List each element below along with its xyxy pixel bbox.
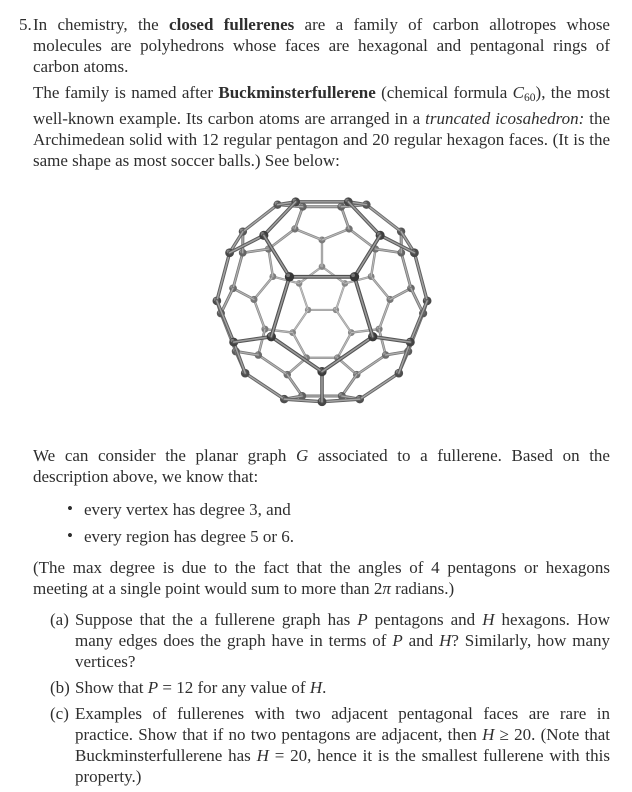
problem-item (19, 14, 610, 792)
subquestion-c-label: (c) (50, 703, 75, 787)
problem-number: 5. (19, 14, 33, 792)
paragraph-max-degree-note: (The max degree is due to the fact that the angles of 4 pentagons or hexagons meeting at a single point would sum to more than 2π radians.) (33, 557, 610, 599)
paragraph-naming: The family is named after Buckminsterfullerene (chemical formula C60), the most well-known example. Its carbon atoms are arranged in a truncated icosahedron: the Archimedean solid with 12 regular pentagon and 20 regular hexagon faces. (It is the same shape as most soccer balls.) See below: (33, 82, 610, 171)
subquestion-list (33, 609, 610, 787)
subquestion-a-label: (a) (50, 609, 75, 672)
paragraph-graph-intro: We can consider the planar graph G associated to a fullerene. Based on the description above, we know that: (33, 445, 610, 487)
property-list (33, 499, 610, 547)
subquestion-b (50, 677, 610, 698)
subquestion-a-text: Suppose that the a fullerene graph has P pentagons and H hexagons. How many edges does the graph have in terms of P and H? Similarly, how many vertices? (75, 609, 610, 672)
c60-figure-svg (202, 191, 442, 409)
property-item-region-degree: • every region has degree 5 or 6. (67, 526, 610, 547)
subquestion-a (50, 609, 610, 672)
c60-figure (33, 191, 610, 409)
subquestion-c (50, 703, 610, 787)
property-item-vertex-degree: • every vertex has degree 3, and (67, 499, 610, 520)
subquestion-b-text: Show that P = 12 for any value of H. (75, 677, 610, 698)
subquestion-c-text: Examples of fullerenes with two adjacent pentagonal faces are rare in practice. Show that if no two pentagons are adjacent, then H ≥ 20. (Note that Buckminsterfullerene has H = 20, hence it is the smallest fullerene with this property.) (75, 703, 610, 787)
paragraph-intro: In chemistry, the closed fullerenes are a family of carbon allotropes whose molecules are polyhedrons whose faces are hexagonal and pentagonal rings of carbon atoms. (33, 14, 610, 77)
subquestion-b-label: (b) (50, 677, 75, 698)
problem-body (33, 14, 610, 792)
